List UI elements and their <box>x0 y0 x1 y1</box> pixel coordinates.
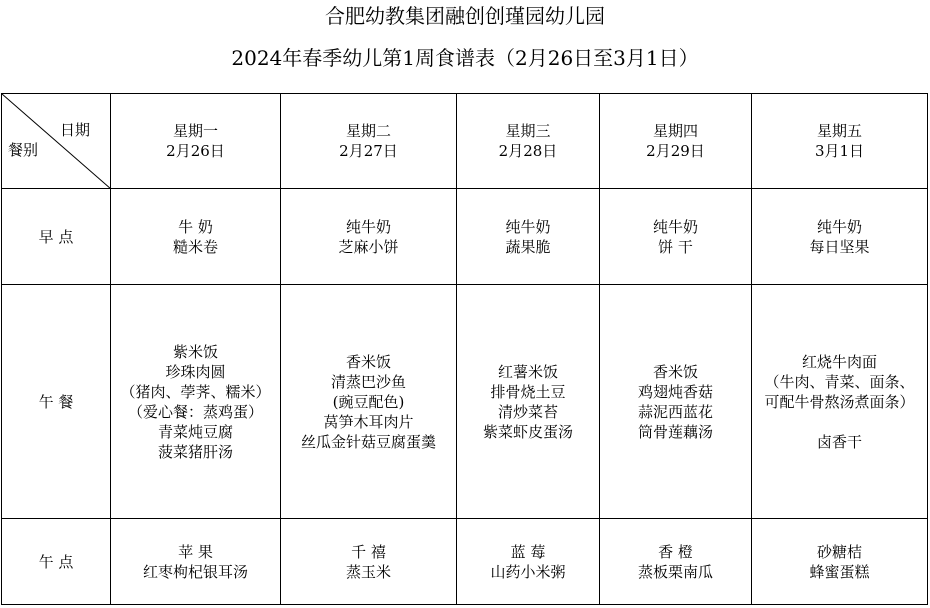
corner-date-label: 日期 <box>59 121 90 139</box>
menu-cell <box>281 189 457 285</box>
dish: 菠菜猪肝汤 <box>157 442 233 461</box>
dish: 纯牛奶 <box>345 217 391 236</box>
dish: （爱心餐：蒸鸡蛋） <box>127 402 263 421</box>
menu-cell <box>111 519 281 605</box>
weekday-label: 星期三 <box>505 122 551 140</box>
menu-cell <box>457 189 600 285</box>
dish: 糙米卷 <box>172 237 218 256</box>
dish: 可配牛骨熬汤煮面条） <box>764 392 915 411</box>
day-header-thu <box>600 94 752 189</box>
menu-cell <box>752 285 928 519</box>
dish: 蓝 莓 <box>510 542 546 561</box>
weekday-label: 星期五 <box>816 122 862 140</box>
dish: 红薯米饭 <box>497 362 558 381</box>
menu-cell <box>752 189 928 285</box>
dish: 香米饭 <box>345 352 391 371</box>
dish: 蒸板栗南瓜 <box>637 562 713 581</box>
menu-cell <box>600 285 752 519</box>
meal-label: 早 点 <box>2 189 111 285</box>
dish: 莴笋木耳肉片 <box>323 412 414 431</box>
menu-cell <box>281 285 457 519</box>
menu-cell <box>281 519 457 605</box>
dish: 紫菜虾皮蛋汤 <box>482 422 573 441</box>
date-label: 3月1日 <box>814 142 865 160</box>
menu-cell <box>111 189 281 285</box>
weekly-menu-table <box>1 93 928 605</box>
school-title: 合肥幼教集团融创创瑾园幼儿园 <box>325 4 605 28</box>
weekday-label: 星期四 <box>652 122 698 140</box>
day-header-wed <box>457 94 600 189</box>
meal-row-breakfast <box>2 189 928 285</box>
dish: 纯牛奶 <box>652 217 698 236</box>
dish: 清蒸巴沙鱼 <box>330 372 406 391</box>
date-label: 2月29日 <box>646 142 705 160</box>
date-label: 2月27日 <box>339 142 398 160</box>
dish: 卤香干 <box>816 432 862 451</box>
dish: 芝麻小饼 <box>338 237 399 256</box>
dish: 排骨烧土豆 <box>490 382 566 401</box>
dish: (豌豆配色) <box>332 392 405 411</box>
dish: 青菜炖豆腐 <box>157 422 233 441</box>
meal-row-lunch <box>2 285 928 519</box>
day-header-mon <box>111 94 281 189</box>
dish: 鸡翅炖香菇 <box>637 382 713 401</box>
dish: 每日坚果 <box>809 237 870 256</box>
meal-label: 午 餐 <box>2 285 111 519</box>
weekday-label: 星期二 <box>345 122 391 140</box>
menu-cell <box>600 189 752 285</box>
dish: （牛肉、青菜、面条、 <box>764 372 915 391</box>
dish: 苹 果 <box>178 542 213 561</box>
date-label: 2月28日 <box>498 142 558 160</box>
menu-cell <box>111 285 281 519</box>
dish: 筒骨莲藕汤 <box>637 422 713 441</box>
dish: （猪肉、荸荠、糯米） <box>120 382 271 401</box>
dish: 紫米饭 <box>172 342 218 361</box>
dish: 珍珠肉圆 <box>165 362 226 381</box>
dish: 红枣枸杞银耳汤 <box>142 562 248 581</box>
menu-title: 2024年春季幼儿第1周食谱表（2月26日至3月1日） <box>231 46 699 70</box>
dish: 山药小米粥 <box>490 562 566 581</box>
dish: 红烧牛肉面 <box>801 352 877 371</box>
dish: 砂糖桔 <box>816 542 862 561</box>
dish: 蔬果脆 <box>505 237 551 256</box>
dish: 香 橙 <box>658 542 693 561</box>
menu-cell <box>752 519 928 605</box>
dish: 香米饭 <box>652 362 698 381</box>
meal-row-afternoon-snack <box>2 519 928 605</box>
dish: 蜂蜜蛋糕 <box>809 562 870 581</box>
dish: 蒸玉米 <box>345 562 391 581</box>
dish: 蒜泥西蓝花 <box>637 402 713 421</box>
menu-cell <box>457 519 600 605</box>
header-row <box>2 94 928 189</box>
menu-cell <box>457 285 600 519</box>
dish: 清炒菜苔 <box>497 402 558 421</box>
blank-line <box>754 412 925 432</box>
day-header-fri <box>752 94 928 189</box>
meal-label: 午 点 <box>2 519 111 605</box>
dish: 牛 奶 <box>178 217 213 236</box>
weekday-label: 星期一 <box>172 122 218 140</box>
dish: 千 禧 <box>351 542 386 561</box>
dish: 纯牛奶 <box>505 217 551 236</box>
dish: 丝瓜金针菇豆腐蛋羹 <box>300 432 436 451</box>
day-header-tue <box>281 94 457 189</box>
date-label: 2月26日 <box>166 142 225 160</box>
corner-meal-label: 餐别 <box>8 141 39 159</box>
corner-cell <box>2 94 111 189</box>
dish: 纯牛奶 <box>816 217 862 236</box>
dish: 饼 干 <box>658 237 693 256</box>
menu-cell <box>600 519 752 605</box>
